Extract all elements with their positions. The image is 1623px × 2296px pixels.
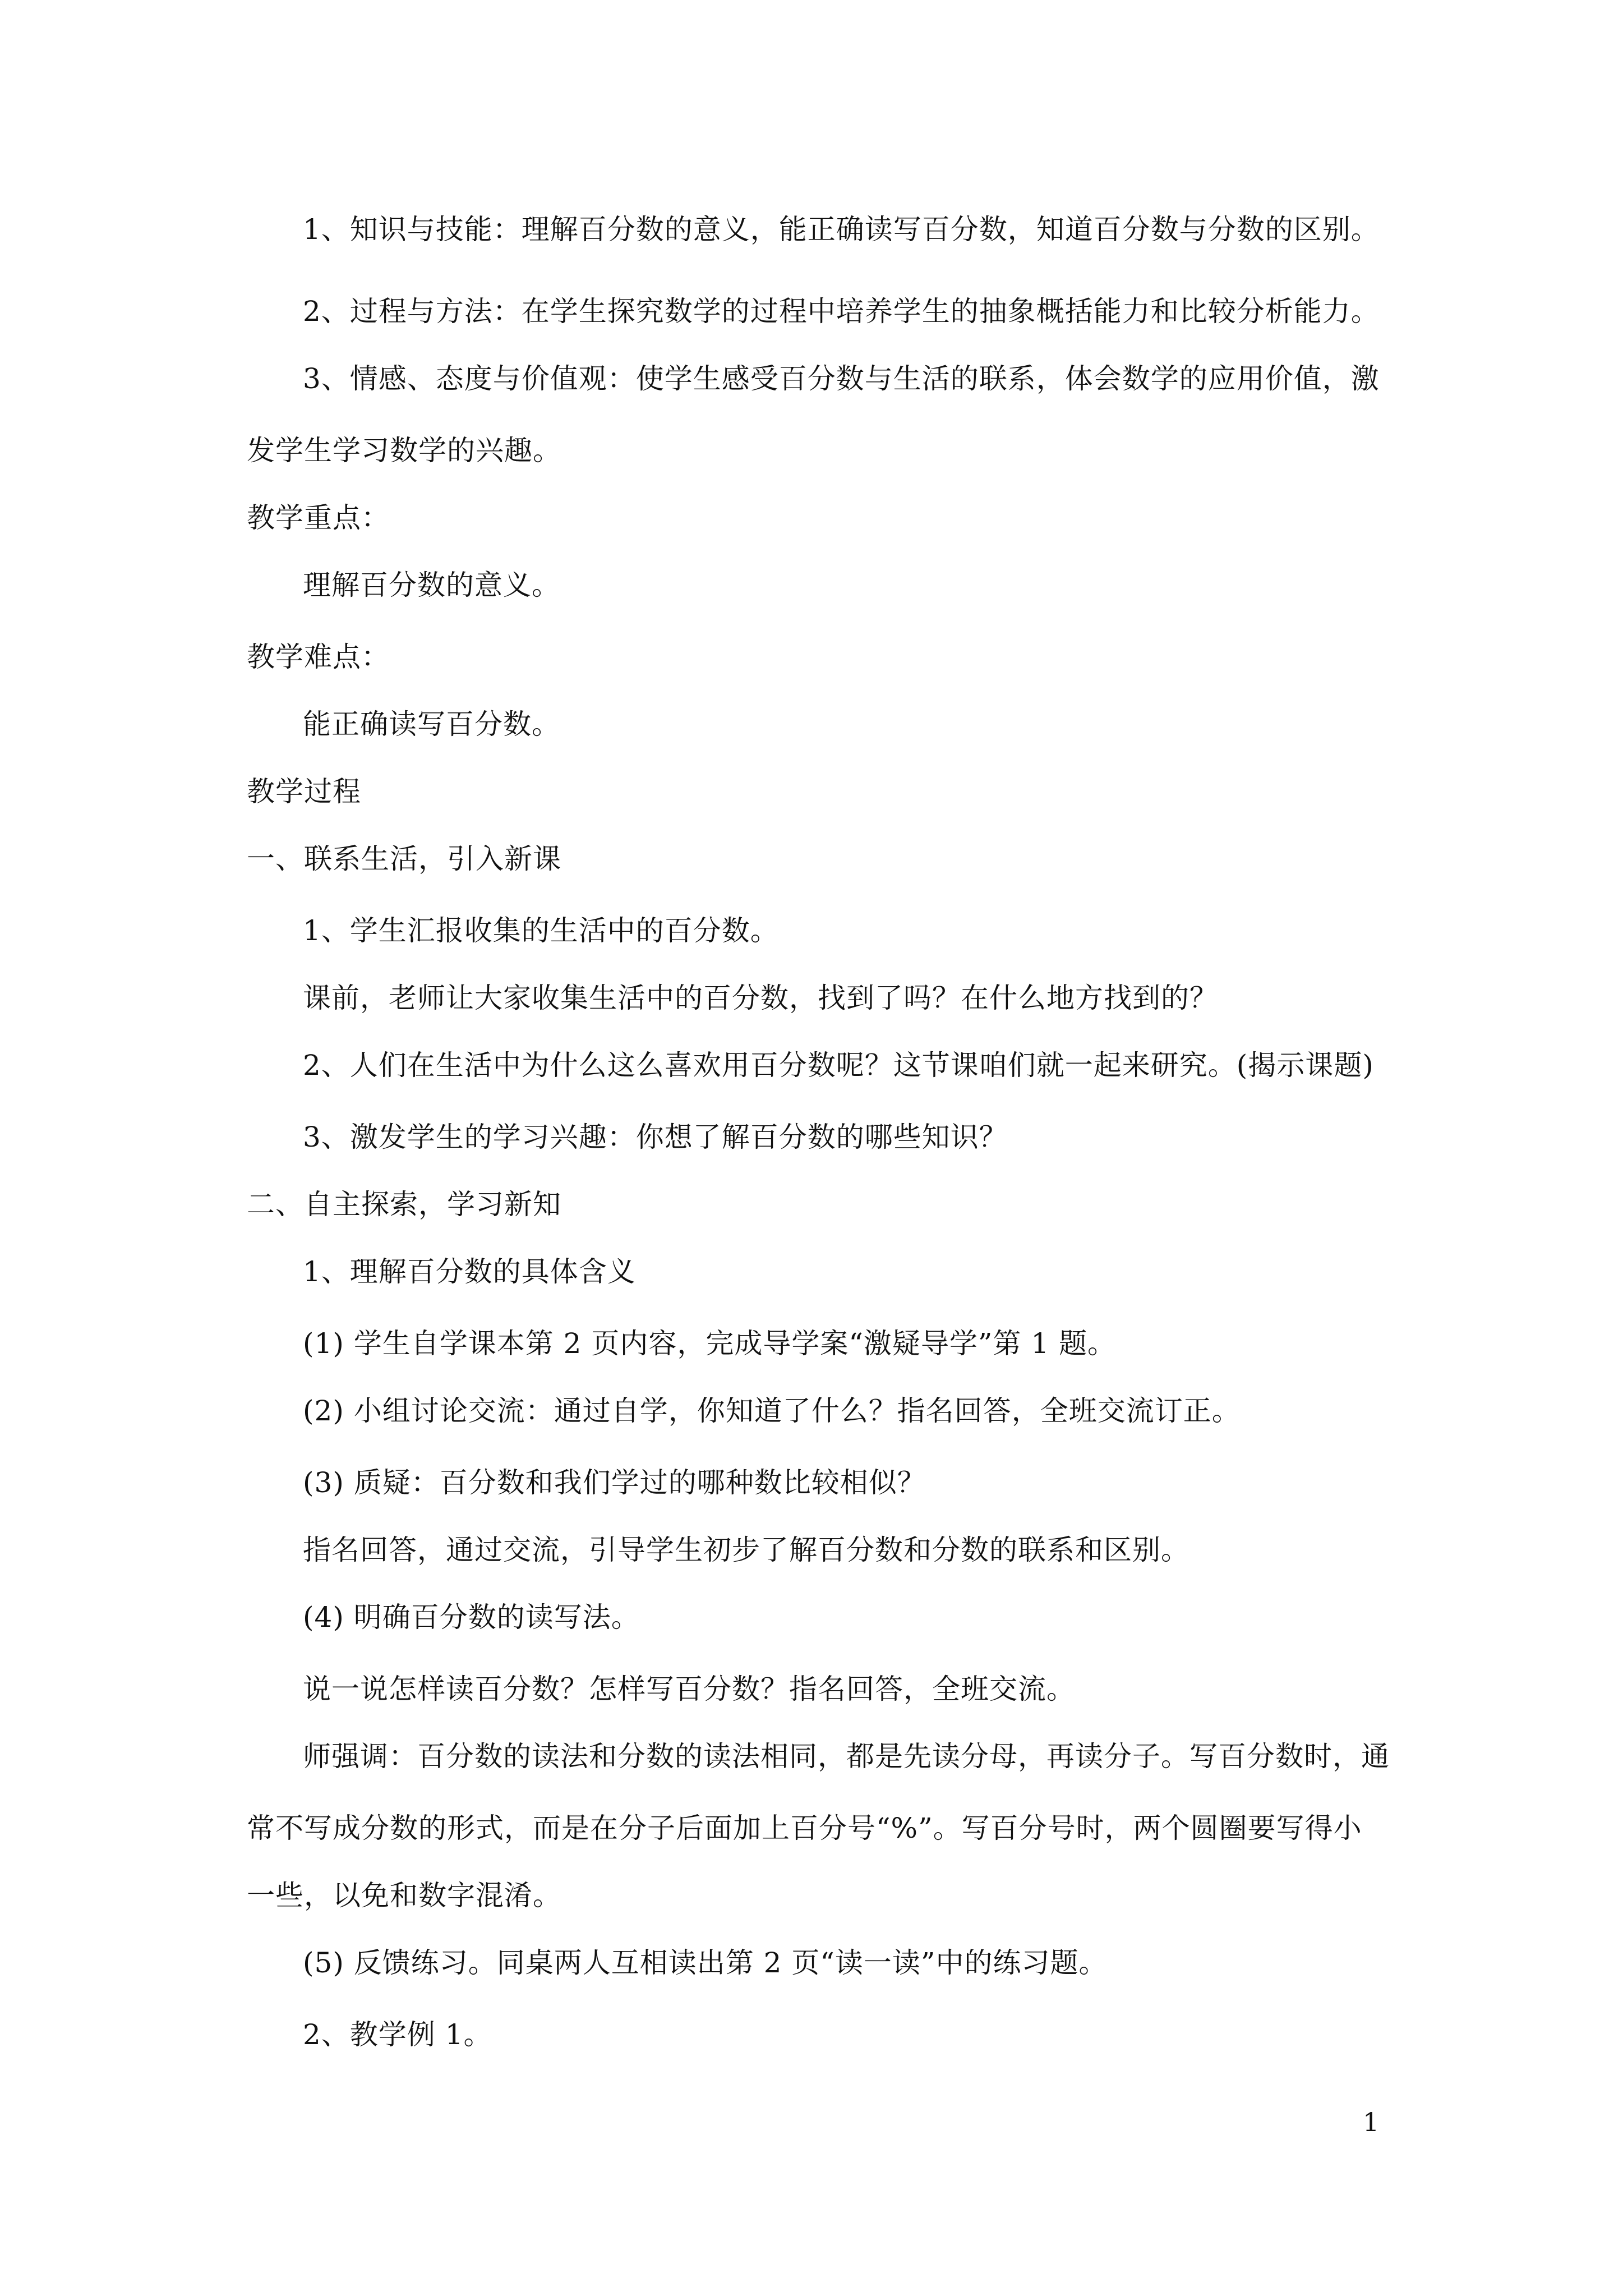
- key-points-heading: 教学重点：: [247, 501, 390, 534]
- section-item: (5) 反馈练习。同桌两人互相读出第 2 页“读一读”中的练习题。: [303, 1947, 1108, 1979]
- section-item: 课前，老师让大家收集生活中的百分数，找到了吗？在什么地方找到的？: [303, 982, 1218, 1014]
- section-item: 1、学生汇报收集的生活中的百分数。: [303, 914, 779, 947]
- section-item: 说一说怎样读百分数？怎样写百分数？指名回答，全班交流。: [303, 1673, 1075, 1705]
- objective-line: 发学生学习数学的兴趣。: [247, 434, 561, 467]
- emphasis-line: 常不写成分数的形式，而是在分子后面加上百分号“%”。写百分号时，两个圆圈要写得小: [247, 1812, 1362, 1844]
- section-item: 2、教学例 1。: [303, 2018, 492, 2051]
- section-item: 1、理解百分数的具体含义: [303, 1255, 636, 1288]
- objective-line: 3、情感、态度与价值观：使学生感受百分数与生活的联系，体会数学的应用价值，激: [303, 362, 1380, 395]
- section-item: (1) 学生自学课本第 2 页内容，完成导学案“激疑导学”第 1 题。: [303, 1327, 1117, 1360]
- key-points-text: 理解百分数的意义。: [303, 569, 560, 601]
- objective-line: 2、过程与方法：在学生探究数学的过程中培养学生的抽象概括能力和比较分析能力。: [303, 295, 1380, 328]
- objective-line: 1、知识与技能：理解百分数的意义，能正确读写百分数，知道百分数与分数的区别。: [303, 213, 1380, 246]
- section-item: (4) 明确百分数的读写法。: [303, 1601, 640, 1634]
- section-item: (2) 小组讨论交流：通过自学，你知道了什么？指名回答，全班交流订正。: [303, 1395, 1241, 1427]
- section-item: 指名回答，通过交流，引导学生初步了解百分数和分数的联系和区别。: [303, 1534, 1189, 1566]
- page-number: 1: [1363, 2107, 1380, 2137]
- section-item: (3) 质疑：百分数和我们学过的哪种数比较相似？: [303, 1466, 926, 1499]
- difficulty-heading: 教学难点：: [247, 641, 390, 673]
- section-item: 2、人们在生活中为什么这么喜欢用百分数呢？这节课咱们就一起来研究。(揭示课题): [303, 1049, 1374, 1082]
- section-title: 一、联系生活，引入新课: [247, 843, 561, 875]
- emphasis-line: 一些，以免和数字混淆。: [247, 1879, 561, 1912]
- section-title: 二、自主探索，学习新知: [247, 1188, 561, 1221]
- section-item: 3、激发学生的学习兴趣：你想了解百分数的哪些知识？: [303, 1121, 1008, 1153]
- process-heading: 教学过程: [247, 775, 361, 808]
- difficulty-text: 能正确读写百分数。: [303, 708, 560, 740]
- emphasis-line: 师强调：百分数的读法和分数的读法相同，都是先读分母，再读分子。写百分数时，通: [303, 1740, 1390, 1773]
